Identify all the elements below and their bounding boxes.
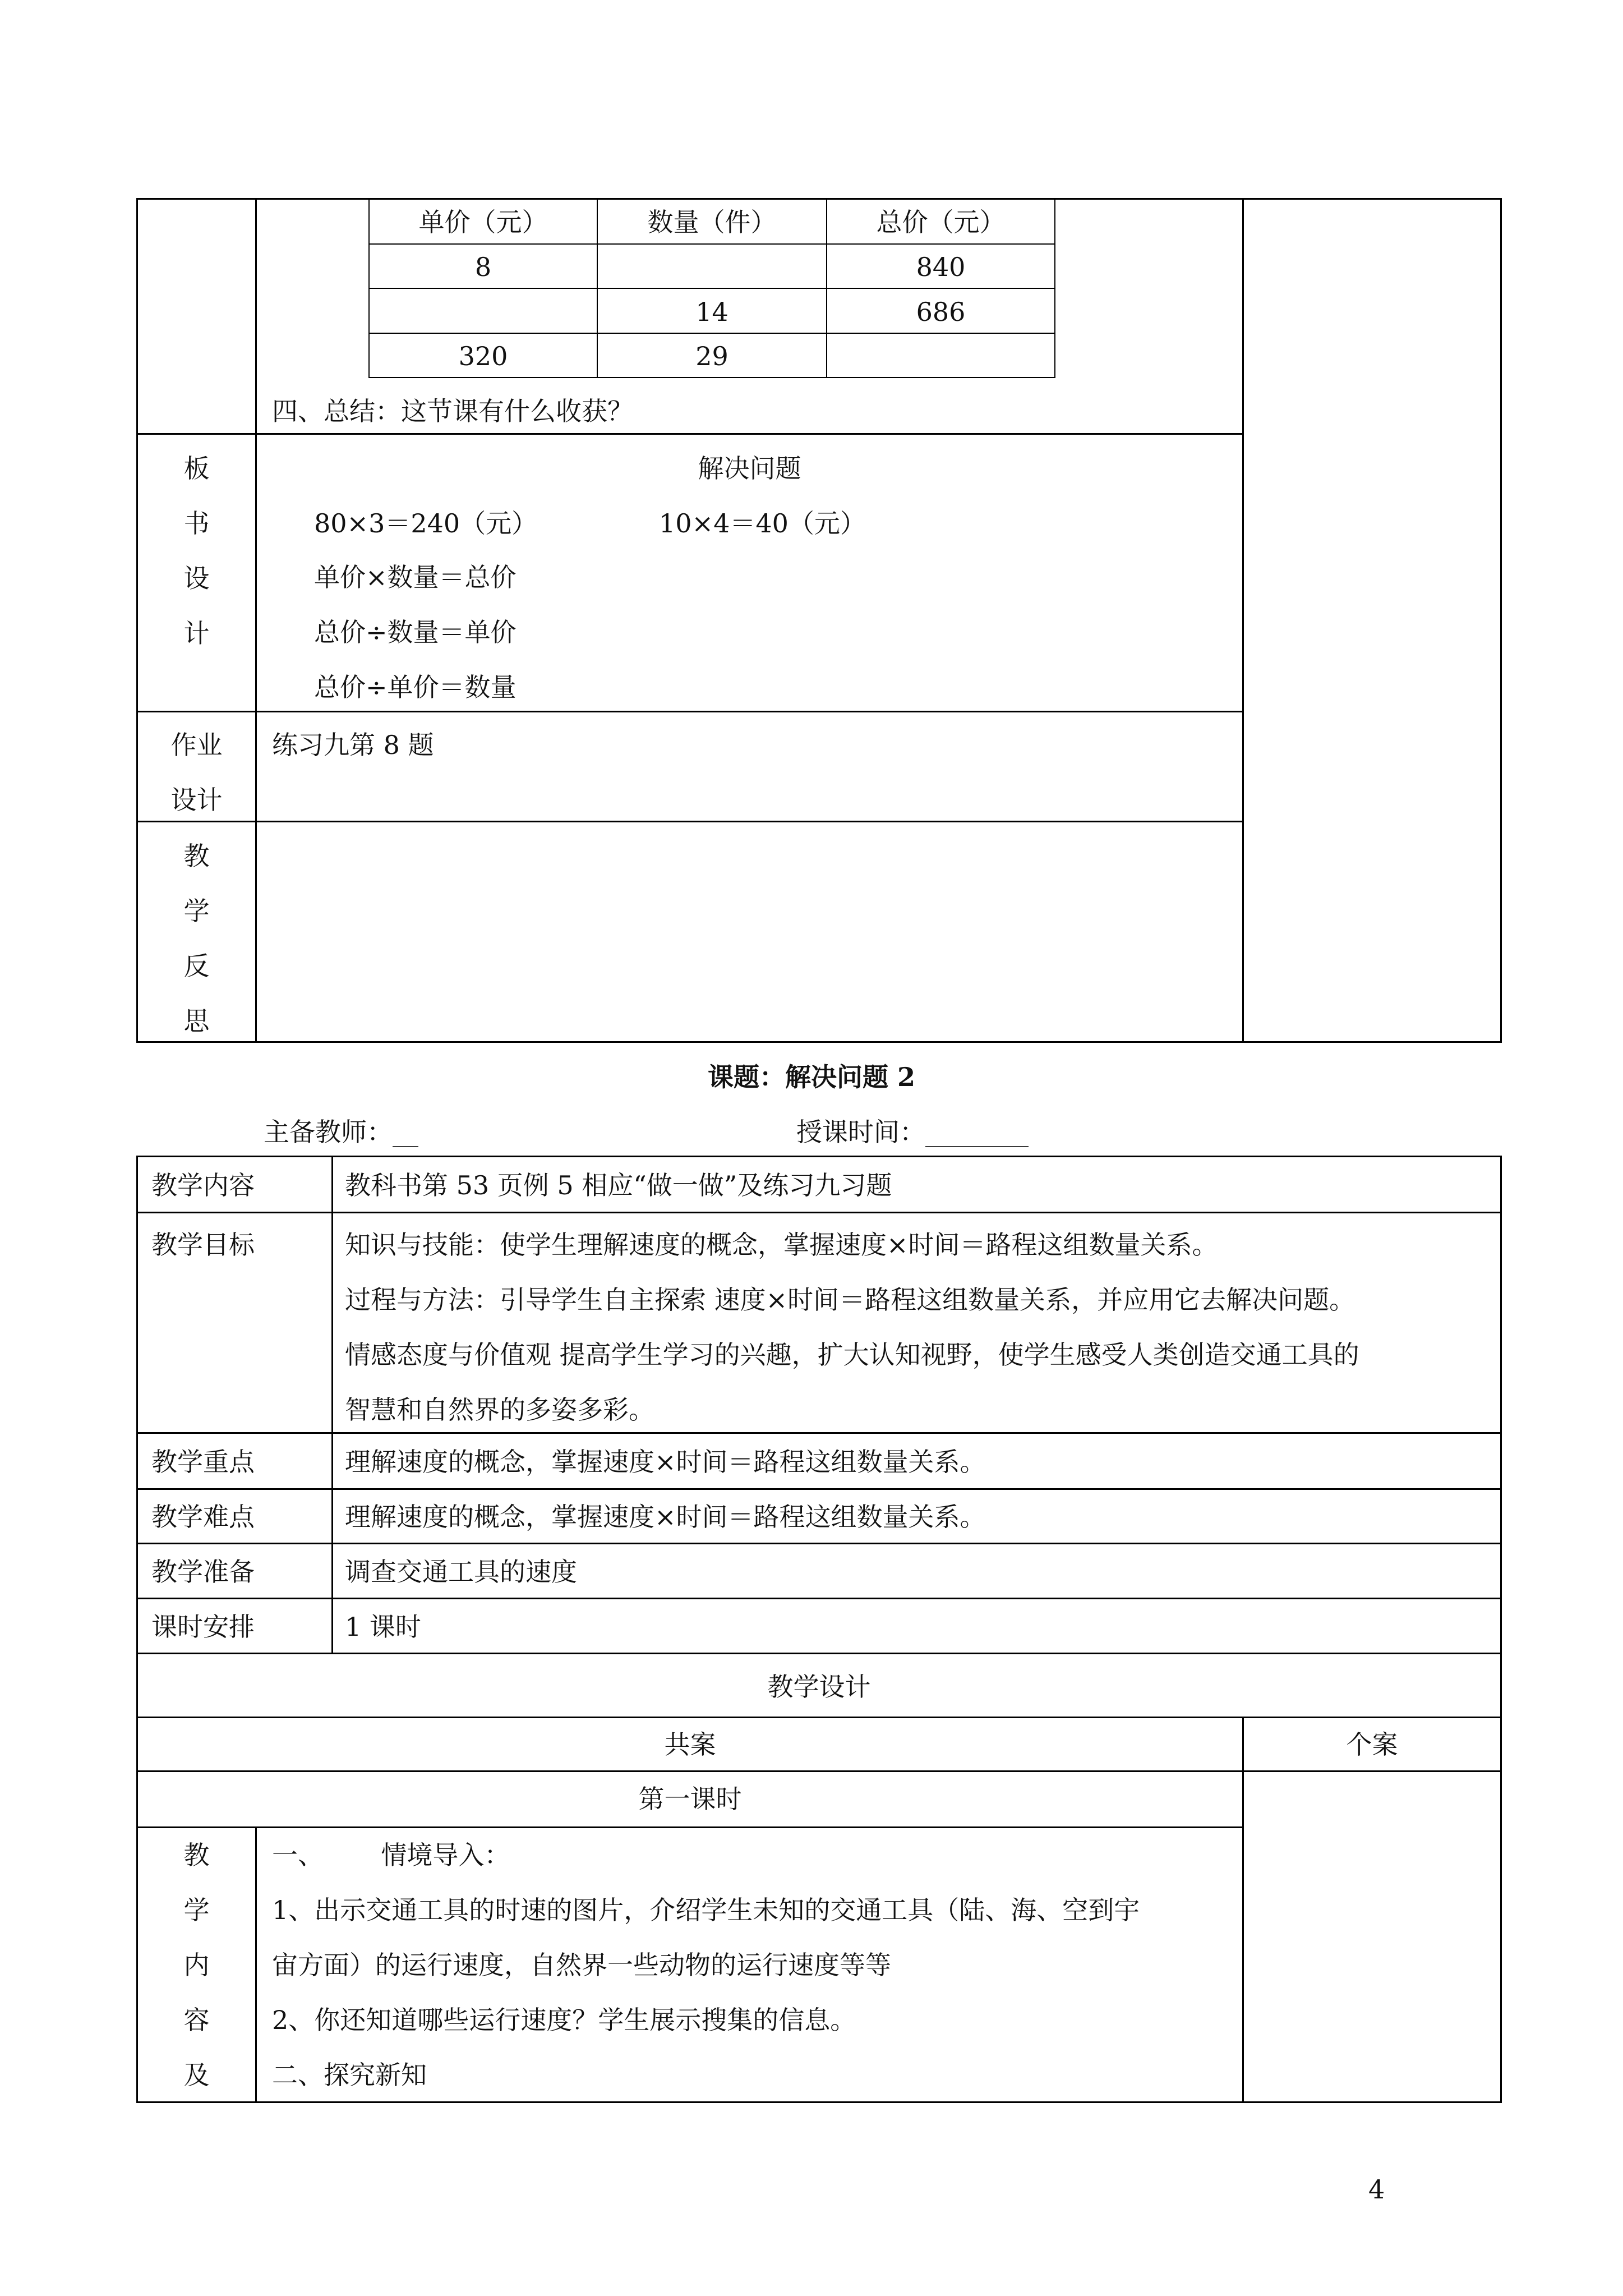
lesson-title: 课题：解决问题 2 (707, 1062, 916, 1092)
price-header-total: 总价（元） (876, 207, 1006, 237)
reflection-label: 反 (183, 951, 210, 981)
process-label: 学 (183, 1895, 210, 1925)
table-border (136, 1041, 1502, 1043)
board-equation: 80×3＝240（元） (314, 508, 538, 539)
price-table-border (368, 333, 1055, 334)
table-border (255, 198, 257, 1042)
board-label: 书 (183, 508, 210, 539)
homework-label: 设计 (170, 785, 223, 815)
table-border (136, 1432, 1502, 1434)
table-border (136, 433, 1244, 435)
teacher-label: 主备教师：__ (264, 1117, 418, 1147)
table-border (136, 1212, 1502, 1213)
homework-text: 练习九第 8 题 (272, 730, 434, 760)
page-number: 4 (1368, 2174, 1385, 2205)
row-label-content: 教学内容 (151, 1170, 255, 1200)
reflection-label: 思 (183, 1006, 210, 1036)
process-line: 2、你还知道哪些运行速度？学生展示搜集的信息。 (272, 2005, 856, 2035)
reflection-label: 教 (183, 841, 210, 871)
process-line: 1、出示交通工具的时速的图片，介绍学生未知的交通工具（陆、海、空到宇 (272, 1895, 1140, 1925)
table-border (136, 821, 1244, 822)
process-label: 内 (183, 1950, 210, 1980)
price-cell: 840 (916, 252, 966, 282)
row-label-preparation: 教学准备 (151, 1557, 255, 1587)
table-border (331, 1156, 333, 1654)
price-table-border (1054, 199, 1055, 378)
board-title: 解决问题 (698, 453, 801, 484)
individual-header: 个案 (1346, 1729, 1398, 1760)
process-label: 及 (183, 2060, 210, 2090)
table-border (1242, 198, 1244, 1042)
process-line: 二、探究新知 (272, 2060, 427, 2090)
board-label: 设 (183, 563, 210, 593)
period-header: 第一课时 (638, 1784, 742, 1814)
row-value-objectives: 过程与方法：引导学生自主探索 速度×时间＝路程这组数量关系，并应用它去解决问题。 (345, 1285, 1355, 1315)
row-value-objectives: 智慧和自然界的多姿多彩。 (345, 1395, 654, 1425)
process-label: 教 (183, 1840, 210, 1870)
table-border (136, 711, 1244, 712)
board-line: 单价×数量＝总价 (314, 562, 517, 592)
table-border (136, 1826, 1244, 1828)
process-label: 容 (183, 2005, 210, 2035)
table-border (255, 1826, 257, 2103)
table-border (136, 1653, 1502, 1654)
price-table-border (368, 243, 1055, 245)
price-table-border (368, 199, 1055, 200)
board-label: 板 (183, 453, 210, 484)
table-border (136, 1543, 1502, 1544)
shared-header: 共案 (664, 1729, 716, 1760)
table-border (1242, 1717, 1244, 2103)
row-value-objectives: 知识与技能：使学生理解速度的概念，掌握速度×时间＝路程这组数量关系。 (345, 1230, 1218, 1260)
row-value-preparation: 调查交通工具的速度 (345, 1557, 577, 1587)
row-label-objectives: 教学目标 (151, 1230, 255, 1260)
row-value-key-points: 理解速度的概念，掌握速度×时间＝路程这组数量关系。 (345, 1447, 986, 1477)
process-line: 一、 情境导入： (272, 1840, 510, 1870)
row-value-difficulties: 理解速度的概念，掌握速度×时间＝路程这组数量关系。 (345, 1502, 986, 1532)
table-border (1500, 1156, 1502, 2103)
row-label-key-points: 教学重点 (151, 1447, 255, 1477)
row-value-schedule: 1 课时 (345, 1612, 421, 1642)
row-value-objectives: 情感态度与价值观 提高学生学习的兴趣，扩大认知视野，使学生感受人类创造交通工具的 (345, 1340, 1359, 1370)
table-border (136, 1717, 1502, 1718)
row-label-schedule: 课时安排 (151, 1612, 255, 1642)
design-header: 教学设计 (767, 1672, 871, 1702)
price-header-unit: 单价（元） (418, 207, 548, 237)
price-cell: 29 (695, 341, 728, 371)
price-cell: 8 (474, 252, 492, 282)
price-cell: 686 (916, 297, 966, 327)
table-border (136, 1156, 1502, 1157)
board-label: 计 (183, 618, 210, 648)
board-line: 总价÷单价＝数量 (314, 672, 517, 702)
table-border (136, 1488, 1502, 1490)
price-cell: 14 (695, 297, 728, 327)
table-border (136, 1598, 1502, 1599)
reflection-label: 学 (183, 896, 210, 926)
price-table-border (368, 288, 1055, 289)
homework-label: 作业 (170, 730, 223, 760)
board-line: 总价÷数量＝单价 (314, 617, 517, 647)
table-border (136, 2101, 1502, 2103)
price-cell: 320 (458, 341, 508, 371)
process-line: 宙方面）的运行速度，自然界一些动物的运行速度等等 (272, 1950, 891, 1980)
board-equation: 10×4＝40（元） (659, 508, 866, 539)
row-value-content: 教科书第 53 页例 5 相应“做一做”及练习九习题 (345, 1170, 892, 1200)
row-label-difficulties: 教学难点 (151, 1502, 255, 1532)
time-label: 授课时间：________ (796, 1117, 1029, 1147)
price-table-border (368, 377, 1055, 378)
summary-text: 四、总结：这节课有什么收获？ (272, 396, 633, 426)
table-border (1500, 198, 1502, 1042)
price-header-qty: 数量（件） (647, 207, 777, 237)
table-border (136, 1770, 1502, 1772)
